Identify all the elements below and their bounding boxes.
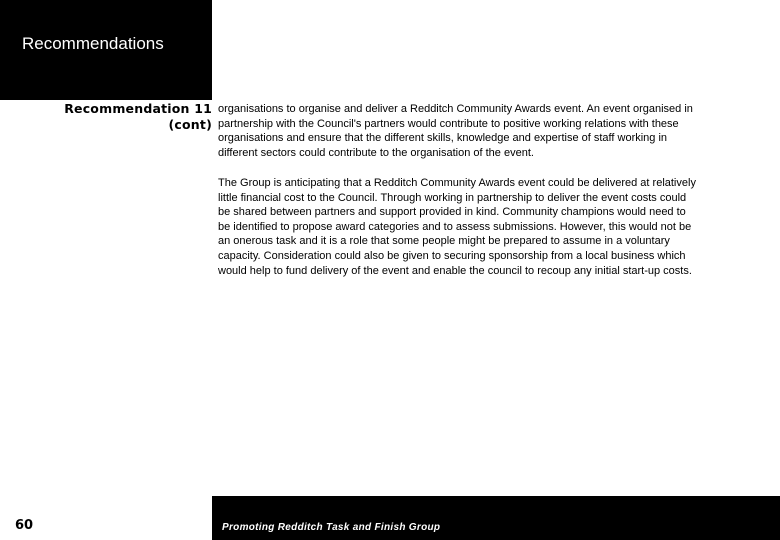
footer-bar [212, 496, 780, 540]
text-line: organisations and ensure that the different skills, knowledge and expertise of staff working in [218, 132, 668, 145]
text-line: be shared between partners and support provided in kind. Community champions would need to [218, 206, 686, 219]
text-line: an onerous task and it is a role that some people might be prepared to assume in a voluntary [218, 235, 670, 248]
footer-text: Promoting Redditch Task and Finish Group [222, 522, 441, 533]
recommendation-number: Recommendation 11 [64, 101, 212, 116]
paragraph-2 [218, 176, 696, 278]
text-line: little financial cost to the Council. Through working in partnership to deliver the event costs could [218, 191, 687, 204]
text-line: capacity. Consideration could also be given to securing sponsorship from a local business which [218, 249, 686, 262]
text-line: be identified to propose award categories and to assess submissions. However, this would not be [218, 220, 692, 233]
page-title: Recommendations [22, 34, 164, 53]
text-line: different sectors could contribute to the organisation of the event. [218, 146, 534, 159]
text-line: The Group is anticipating that a Redditch Community Awards event could be delivered at relatively [218, 177, 696, 189]
text-line: partnership with the Council's partners would contribute to positive working relations with these [218, 117, 679, 130]
header-block [0, 0, 212, 100]
recommendation-cont: (cont) [168, 117, 212, 132]
text-line: would help to fund delivery of the event and enable the council to recoup any initial start-up costs. [218, 264, 692, 277]
page-number: 60 [15, 518, 34, 533]
paragraph-1 [218, 102, 693, 160]
text-line: organisations to organise and deliver a Redditch Community Awards event. An event organised in [218, 103, 693, 115]
recommendation-label [64, 101, 212, 133]
